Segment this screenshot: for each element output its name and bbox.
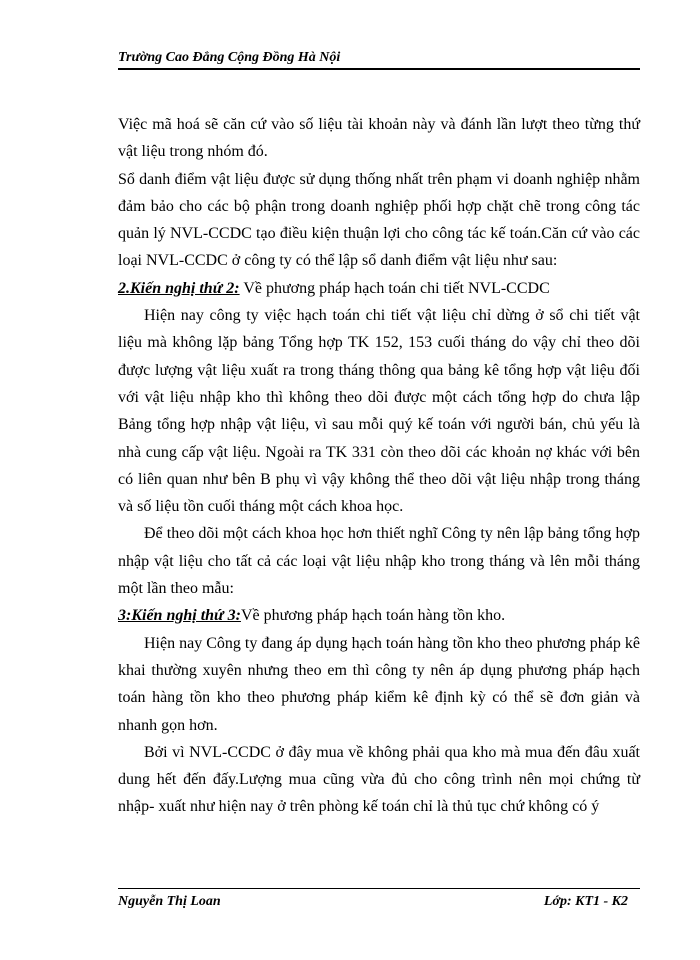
heading-2-label: 2.Kiến nghị thứ 2: — [118, 279, 240, 297]
paragraph-summary-table: Để theo dõi một cách khoa học hơn thiết nghĩ Công ty nên lập bảng tổng hợp nhập vật liệu cho tất cả các loại vật liệu nhập kho trong tháng và lên mỗi tháng một lần theo mẫu: — [118, 525, 640, 598]
document-body — [118, 111, 640, 821]
paragraph-catalog: Sổ danh điểm vật liệu được sử dụng thống nhất trên phạm vi doanh nghiệp nhằm đảm bảo cho các bộ phận trong doanh nghiệp phối hợp chặt chẽ trong công tác quản lý NVL-CCDC tạo điều kiện thuận lợi cho công tác kế toán.Căn cứ vào các loại NVL-CCDC ở công ty có thể lập sổ danh điểm vật liệu như sau: — [118, 170, 640, 270]
header-title: Trường Cao Đẳng Cộng Đồng Hà Nội — [118, 50, 341, 65]
paragraph-purchase-flow: Bởi vì NVL-CCDC ở đây mua về không phải qua kho mà mua đến đâu xuất dung hết đến đấy.Lượng mua cũng vừa đủ cho công trình nên mọi chứng từ nhập- xuất như hiện nay ở trên phòng kế toán chỉ là thủ tục chứ không có ý — [118, 743, 640, 816]
paragraph-detail-accounting: Hiện nay công ty việc hạch toán chi tiết vật liệu chỉ dừng ở sổ chi tiết vật liệu mà không lặp bảng Tổng hợp TK 152, 153 cuối tháng do vậy chỉ theo dõi được lượng vật liệu xuất ra trong tháng thông qua bảng kê tổng hợp vật liệu đối với vật liệu nhập kho thì không theo dõi được một cách tổng hợp do chưa lập Bảng tổng hợp nhập vật liệu, vì sau mỗi quý kế toán với người bán, chủ yếu là nhà cung cấp vật liệu. Ngoài ra TK 331 còn theo dõi các khoản nợ khác với bên có liên quan như bên B phụ vì vậy không thể theo dõi vật liệu nhập trong tháng và số liệu tồn cuối tháng một cách khoa học. — [118, 307, 640, 516]
section-heading-2 — [118, 275, 640, 302]
heading-3-text: Về phương pháp hạch toán hàng tồn kho. — [240, 607, 506, 625]
header-divider — [118, 68, 640, 70]
heading-3-label: 3:Kiến nghị thứ 3: — [118, 607, 241, 625]
page-footer — [118, 892, 640, 912]
paragraph-coding: Việc mã hoá sẽ căn cứ vào số liệu tài khoản này và đánh lần lượt theo từng thứ vật liệu trong nhóm đó. — [118, 116, 640, 161]
section-heading-3 — [118, 602, 640, 629]
page-header — [118, 48, 640, 68]
footer-author: Nguyễn Thị Loan — [118, 894, 221, 909]
paragraph-inventory-method: Hiện nay Công ty đang áp dụng hạch toán hàng tồn kho theo phương pháp kê khai thường xuyên nhưng theo em thì công ty nên áp dụng phương pháp hạch toán hàng tồn kho theo phương pháp kiểm kê định kỳ có thể sẽ đơn giản và nhanh gọn hơn. — [118, 634, 640, 734]
footer-class: Lớp: KT1 - K2 — [543, 894, 628, 909]
footer-divider — [118, 888, 640, 889]
heading-2-text: Về phương pháp hạch toán chi tiết NVL-CCDC — [239, 279, 550, 297]
